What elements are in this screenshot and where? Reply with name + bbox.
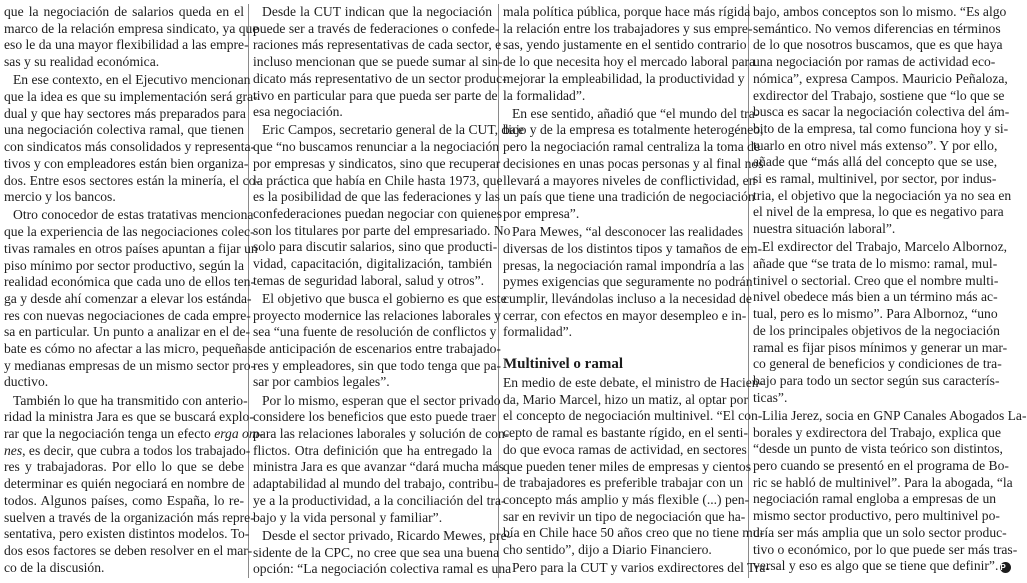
text-segment: concepto más amplio y más flexible (...) pen- (503, 491, 750, 507)
text-segment: tivas ramales en otros países apuntan a fijar un (4, 240, 258, 256)
text-line (753, 4, 1007, 21)
text-line (253, 70, 507, 88)
text-line (753, 407, 1027, 425)
text-segment: tria, el objetivo que la negociación ya no sea en (753, 187, 1012, 203)
text-segment: “desde un punto de vista teórico son distintos, (753, 441, 1003, 457)
text-line (4, 258, 244, 275)
text-line (253, 426, 510, 443)
text-line (253, 357, 502, 375)
text-segment: , es decir, que cubra a todos los trabajado- (22, 442, 251, 458)
article-paragraph (503, 375, 765, 559)
text-line (753, 256, 998, 273)
text-segment: Eric Campos, secretario general de la CUT, dice (262, 122, 525, 138)
text-line (753, 372, 1000, 390)
text-segment: nómica”, expresa Campos. Mauricio Peñaloza, (753, 70, 1008, 86)
text-segment: es la posibilidad de que las federaciones y las (253, 189, 500, 205)
text-line (253, 459, 504, 476)
article-column-3 (503, 4, 770, 579)
text-segment: El objetivo que busca el gobierno es que este (262, 290, 507, 306)
text-segment: dos esos factores se deben resolver en el mar- (4, 543, 253, 558)
text-segment: Desde la CUT indican que la negociación (262, 4, 492, 19)
text-segment: y medianas empresas de un mismo sector pro- (4, 357, 256, 373)
text-segment: sa en particular. Un punto a analizar en el de- (4, 324, 251, 340)
text-segment: confederaciones puedan negociar con quienes (253, 205, 503, 221)
text-segment: que “no buscamos renunciar a la negociación (253, 139, 500, 155)
italic-text: nes (4, 442, 23, 458)
text-segment: negociación ramal engloba a empresas de un (753, 491, 997, 507)
text-line (253, 492, 506, 510)
text-segment: sar en revivir un tipo de negociación que ha- (503, 508, 746, 524)
text-segment: bito de la empresa, tal como funciona hoy y si- (753, 120, 1009, 136)
text-line (503, 4, 751, 21)
text-line (753, 322, 1000, 340)
text-line (503, 224, 743, 241)
text-line (253, 104, 492, 121)
text-line (753, 54, 995, 71)
text-segment: busca es sacar la negociación colectiva del ám- (753, 104, 1010, 120)
text-segment: do que evoca ramas de actividad, en sectores (503, 441, 747, 457)
text-line (753, 37, 1003, 54)
text-line (4, 374, 244, 391)
text-line (4, 543, 253, 560)
text-line (503, 441, 747, 459)
text-line (4, 392, 248, 410)
text-segment: sas y su realidad económica. (4, 54, 160, 70)
text-line (253, 139, 500, 156)
text-segment: versal y eso es algo que se tiene que definir”. (753, 558, 999, 574)
text-segment: temas de seguridad laboral, salud y otros”. (253, 272, 485, 288)
text-segment: pero cuando se presentó en el programa de Bo- (753, 457, 1009, 473)
article-paragraph (753, 407, 1027, 575)
text-segment: esa negociación. (253, 104, 343, 120)
section-heading: Multinivel o ramal (503, 356, 623, 373)
text-line (253, 561, 512, 578)
text-segment: añade que “más allá del concepto que se use, (753, 154, 998, 170)
text-segment: cepto de ramal es bastante rígido, en el senti- (503, 425, 748, 441)
text-segment: co de la discusión. (4, 559, 105, 575)
text-segment: llevará a mayores niveles de conflictividad, en (503, 172, 756, 188)
text-segment: decisiones en unas pocas personas y al final nos (503, 155, 764, 171)
text-segment: son los titulares por parte del empresariado. No (253, 222, 511, 238)
text-line (753, 204, 1004, 221)
text-line (4, 139, 256, 156)
text-line (253, 222, 511, 240)
text-segment: ga y desde ahí comenzar a elevar los estánda- (4, 290, 252, 306)
text-line (503, 408, 763, 425)
text-segment: res y trabajadoras. Por ello lo que se debe (4, 459, 244, 475)
text-segment: de trabajadores es preferible trabajar con un (503, 475, 743, 491)
text-line (253, 122, 525, 139)
text-segment: bajo y de la empresa es totalmente heterogéneo, (503, 122, 764, 138)
text-segment: ridad la ministra Jara es que se buscará explo- (4, 409, 254, 425)
text-line (503, 155, 764, 173)
text-segment: la formalidad”. (503, 87, 586, 103)
text-line (503, 458, 751, 476)
text-line (753, 239, 1007, 256)
text-line (4, 122, 244, 139)
text-segment: diversas de los distintos tipos y tamaños de em- (503, 240, 763, 256)
text-segment: bajo y la vida personal y familiar”. (253, 509, 443, 525)
text-line (4, 155, 249, 173)
text-segment: Por lo mismo, esperan que el sector privado (262, 392, 501, 408)
text-segment: piso mínimo por sector productivo, según la (4, 257, 244, 273)
text-segment: suelven a través de la organización más repre- (4, 509, 255, 525)
text-line (503, 290, 752, 308)
text-line (753, 491, 995, 508)
text-segment: solo para discutir salarios, sino que producti- (253, 239, 498, 255)
text-line (503, 525, 765, 542)
text-line (4, 526, 250, 543)
text-line (753, 104, 1010, 121)
text-segment: formalidad”. (503, 324, 573, 340)
text-line (753, 508, 1000, 525)
article-paragraph (503, 105, 764, 223)
text-segment: co general de beneficios y condiciones de tra- (753, 356, 1002, 372)
text-segment: que pueden tener miles de empresas y cientos (503, 458, 751, 474)
text-line (253, 341, 501, 358)
text-segment: cerrar, con efectos en mayor desempleo e in- (503, 307, 747, 323)
text-line (503, 20, 753, 38)
text-segment: de los principales objetivos de la negociación (753, 322, 1000, 338)
text-segment: Pero para la CUT y varios exdirectores del Tra- (512, 560, 770, 576)
text-line (753, 306, 998, 323)
text-line (4, 106, 244, 123)
text-segment: marco de la relación empresa sindicato, ya que (4, 20, 259, 36)
text-line (753, 424, 1001, 442)
text-line (753, 120, 1009, 138)
text-segment: Para Mewes, “al desconocer las realidades (512, 224, 743, 240)
text-line (753, 457, 1009, 475)
text-line (253, 307, 501, 325)
text-line (503, 274, 753, 291)
text-segment: ticas”. (753, 389, 788, 405)
text-segment: da, Mario Marcel, hizo un matiz, al optar por (503, 391, 748, 407)
text-segment: proyecto modernice las relaciones laborales y (253, 307, 501, 323)
text-segment: pero la negociación ramal centraliza la toma de (503, 139, 761, 155)
text-line (253, 290, 507, 308)
text-segment: rar que la negociación tenga un efecto (4, 426, 215, 442)
text-line (253, 189, 500, 206)
text-segment: todos. Algunos países, como España, lo re- (4, 492, 244, 508)
text-segment: de lo que necesita hoy el mercado laboral para (503, 54, 756, 70)
text-segment: exdirector del Trabajo, sostiene que “lo que se (753, 87, 1005, 103)
text-line (4, 560, 244, 577)
text-segment: tinivel o sectorial. Creo que el nombre multi- (753, 272, 999, 288)
text-segment: bía en Chile hace 50 años creo que no tiene mu- (503, 525, 765, 541)
text-segment: bajo, ambos conceptos son lo mismo. “Es algo (753, 4, 1007, 19)
text-line (753, 541, 1018, 559)
text-line (4, 509, 255, 527)
text-segment: la práctica que había en Chile hasta 1973, que (253, 172, 503, 188)
text-line (753, 87, 1005, 105)
text-segment: En ese contexto, en el Ejecutivo mencionan (13, 72, 251, 88)
article-column-2 (253, 4, 525, 579)
text-line (4, 37, 249, 54)
text-line (4, 224, 255, 241)
text-segment: ministra Jara es que avanzar “dará mucha más (253, 459, 504, 475)
text-segment: un país que tiene una tradición de negociación (503, 189, 755, 205)
text-segment: En ese sentido, añadió que “el mundo del tra- (512, 105, 760, 121)
text-line (503, 258, 743, 275)
text-line (4, 207, 254, 224)
text-segment: que la negociación de salarios queda en el (4, 4, 244, 19)
text-segment: el concepto de negociación multinivel. “El con- (503, 408, 763, 424)
text-line (503, 172, 756, 190)
text-segment: cumplir, llevándolas incluso a la necesidad de (503, 290, 752, 306)
text-line (753, 221, 995, 238)
article-column-4 (753, 4, 1027, 576)
text-line (503, 240, 763, 258)
text-segment: vidad, capacitación, digitalización, también (253, 256, 492, 272)
text-line (753, 272, 999, 290)
text-segment: res con nuevas negociaciones de cada empre- (4, 307, 251, 323)
text-segment: bate es cómo no afectar a las micro, pequeñas (4, 341, 253, 357)
text-line (753, 70, 1008, 88)
article-paragraph (253, 122, 525, 289)
text-segment: por empresa”. (503, 205, 580, 221)
text-segment: ye a la productividad, a la conciliación del tra- (253, 492, 506, 508)
text-segment: una negociación colectiva ramal, que tienen (4, 122, 244, 138)
text-line (4, 20, 259, 38)
text-segment: dicato más representativo de un sector produc- (253, 70, 507, 86)
text-line (753, 154, 998, 171)
text-line (503, 206, 743, 223)
text-line (4, 324, 251, 341)
text-line (503, 375, 764, 392)
text-segment: sas, yendo justamente en el sentido contrario (503, 37, 747, 53)
text-line (503, 542, 743, 559)
text-line (253, 527, 512, 545)
text-segment: adaptabilidad al mundo del trabajo, contribu- (253, 476, 499, 492)
text-line (253, 409, 497, 426)
article-paragraph (503, 560, 770, 577)
text-line (503, 475, 743, 492)
text-segment: de anticipación de escenarios entre trabajado- (253, 341, 501, 357)
text-line (4, 4, 244, 21)
text-segment: que la experiencia de las negociaciones colec- (4, 224, 255, 240)
text-line (253, 172, 503, 190)
text-line (753, 356, 1002, 373)
article-paragraph (4, 207, 258, 391)
end-of-article-logo-icon: P (1000, 562, 1011, 573)
text-segment: puede ser a través de federaciones o confede- (253, 20, 500, 36)
text-line (4, 72, 251, 89)
text-line (4, 307, 251, 325)
text-segment: dría ser más amplia que un solo sector produc- (753, 524, 1007, 540)
text-segment: eso le da una mayor flexibilidad a las empre- (4, 37, 249, 53)
text-line (4, 290, 252, 308)
text-segment: raciones más representativas de cada sector, e (253, 37, 502, 53)
text-segment: ramal es fijar pisos mínimos y generar un mar- (753, 339, 1008, 355)
text-segment: dos. Entre esos sectores están la minería, el co- (4, 172, 260, 188)
text-segment: bajo para todo un sector según sus caracterís- (753, 372, 1000, 388)
text-segment: Lilia Jerez, socia en GNP Canales Abogados La- (762, 407, 1027, 423)
text-line (4, 493, 244, 510)
text-line (253, 239, 498, 256)
article-paragraph (4, 72, 260, 206)
text-segment: sidente de la CPC, no cree que sea una buena (253, 544, 500, 560)
text-line (503, 54, 756, 71)
text-line (753, 20, 1001, 38)
text-line (4, 274, 255, 291)
article-paragraph (503, 4, 756, 104)
text-line (753, 441, 1003, 458)
text-line (4, 89, 258, 106)
text-segment: de lo que nosotros buscamos, que es que haya (753, 37, 1003, 53)
text-line (503, 491, 750, 509)
text-segment: que la idea es que su implementación será gra- (4, 89, 258, 105)
text-line (253, 37, 502, 54)
text-line (4, 240, 258, 258)
text-line (503, 560, 770, 577)
text-segment: Desde el sector privado, Ricardo Mewes, pre- (262, 527, 512, 543)
text-line (253, 4, 492, 21)
text-line (4, 426, 264, 443)
text-line (4, 459, 244, 476)
text-line (503, 139, 761, 156)
text-segment: sar por cambios legales”. (253, 374, 390, 390)
text-line (4, 357, 256, 375)
text-line (753, 171, 995, 188)
article-paragraph (253, 4, 507, 121)
text-segment: El exdirector del Trabajo, Marcelo Albornoz, (762, 239, 1007, 255)
text-segment: realidad económica que cada uno de ellos ten- (4, 274, 255, 290)
text-line (503, 391, 748, 409)
text-segment: una negociación por ramas de actividad eco- (753, 54, 996, 70)
text-line (753, 524, 1007, 542)
text-line (253, 205, 503, 223)
article-paragraph (4, 392, 264, 577)
text-line (753, 390, 995, 407)
text-segment: nivel obedece más bien a un término más ac- (753, 289, 998, 305)
text-segment: incluso mencionan que se puede sumar al sin- (253, 54, 503, 70)
text-segment: sentativa, pero existen distintos modelos. To- (4, 526, 250, 542)
text-line (253, 443, 492, 460)
text-segment: nuestra situación laboral”. (753, 221, 896, 237)
text-line (4, 172, 260, 190)
text-line (753, 187, 1012, 205)
text-segment: presas, la negociación ramal impondría a las (503, 257, 745, 273)
text-segment: pymes exigencias que seguramente no podrán (503, 274, 753, 290)
article-paragraph (253, 392, 510, 527)
text-segment: el nivel de la empresa, lo que es negativo para (753, 204, 1004, 220)
text-line (503, 324, 743, 341)
text-segment: tivo o económico, por lo que puede ser más tras- (753, 541, 1018, 557)
text-line (753, 339, 1008, 357)
text-segment: tuarlo en otro nivel más extenso”. Y por ello, (753, 137, 998, 153)
text-line (253, 87, 498, 105)
article-paragraph (503, 224, 763, 341)
text-segment: con sindicatos más consolidados y representa- (4, 139, 256, 155)
italic-text: erga om- (214, 426, 264, 442)
article-paragraph (253, 290, 507, 391)
text-segment: considere los beneficios que esto puede traer (253, 409, 497, 425)
text-line (503, 88, 743, 105)
text-segment: la relación entre los trabajadores y sus empre- (503, 20, 753, 36)
article-paragraph (253, 527, 512, 578)
text-segment: determinar es quién negociará en nombre de (4, 476, 245, 492)
text-segment: ductivo. (4, 374, 49, 390)
text-segment: si es ramal, multinivel, por sector, por indus- (753, 171, 997, 187)
text-line (753, 289, 998, 306)
text-line (503, 71, 743, 88)
text-segment: semántico. No vemos diferencias en términos (753, 20, 1001, 36)
text-line (253, 544, 500, 562)
text-line (253, 256, 492, 273)
text-line (253, 20, 500, 38)
text-line (753, 558, 1006, 575)
text-segment: tual, pero es lo mismo”. Para Albornoz, “uno (753, 306, 998, 322)
article-column-1 (4, 4, 264, 578)
text-line (503, 122, 764, 139)
text-line (503, 508, 746, 526)
text-line (253, 324, 497, 341)
text-segment: añade que “se trata de lo mismo: ramal, mul- (753, 256, 998, 272)
text-segment: En medio de este debate, el ministro de Hacien- (503, 375, 764, 391)
text-segment: mismo sector productivo, pero multinivel po- (753, 508, 1000, 524)
text-line (4, 442, 251, 460)
text-segment: cho sentido”, dijo a Diario Financiero. (503, 542, 712, 558)
text-line (4, 409, 254, 426)
text-segment: ric se habló de multinivel”. Para la abogada, “la (753, 474, 1013, 490)
text-line (4, 54, 244, 71)
text-line (253, 392, 501, 410)
text-segment: También lo que ha transmitido con anterio- (13, 392, 248, 408)
text-segment: flictos. Otra definición que ha entregado la (253, 442, 492, 458)
text-line (503, 307, 747, 325)
text-line (253, 476, 499, 493)
text-segment: por empresas y sindicatos, sino que recuperar (253, 155, 501, 171)
text-line (253, 273, 492, 290)
text-line (753, 137, 998, 155)
text-segment: borales y exdirectora del Trabajo, explica que (753, 424, 1001, 440)
text-segment: dual y que hay sectores más preparados para (4, 105, 246, 121)
text-segment: opción: “La negociación colectiva ramal es una (253, 561, 512, 577)
article-paragraph (753, 4, 1012, 238)
text-line (753, 474, 1013, 492)
text-segment: mercio y los bancos. (4, 189, 116, 205)
text-segment: res y empleadores, sin que todo tenga que pa- (253, 357, 502, 373)
text-segment: Otro conocedor de estas tratativas menciona (13, 207, 254, 223)
text-segment: sea “una fuente de resolución de conflictos y (253, 324, 497, 340)
text-segment: tivo en particular para que pueda ser parte de (253, 87, 498, 103)
text-segment: tivos y con empleadores están bien organiza- (4, 155, 249, 171)
text-line (253, 510, 492, 527)
text-line (4, 189, 244, 206)
text-line (253, 374, 492, 391)
text-line (4, 341, 253, 358)
text-line (253, 54, 503, 71)
text-line (4, 476, 244, 493)
text-segment: mejorar la empleabilidad, la productividad y (503, 70, 745, 86)
text-line (503, 189, 755, 206)
text-line (253, 155, 501, 173)
article-paragraph (4, 4, 259, 71)
text-segment: para las relaciones laborales y solución de con- (253, 426, 510, 442)
text-line (503, 425, 748, 442)
article-paragraph (753, 239, 1008, 406)
text-segment: mala política pública, porque hace más rígida (503, 4, 751, 19)
text-line (503, 105, 760, 123)
text-line (503, 37, 747, 54)
